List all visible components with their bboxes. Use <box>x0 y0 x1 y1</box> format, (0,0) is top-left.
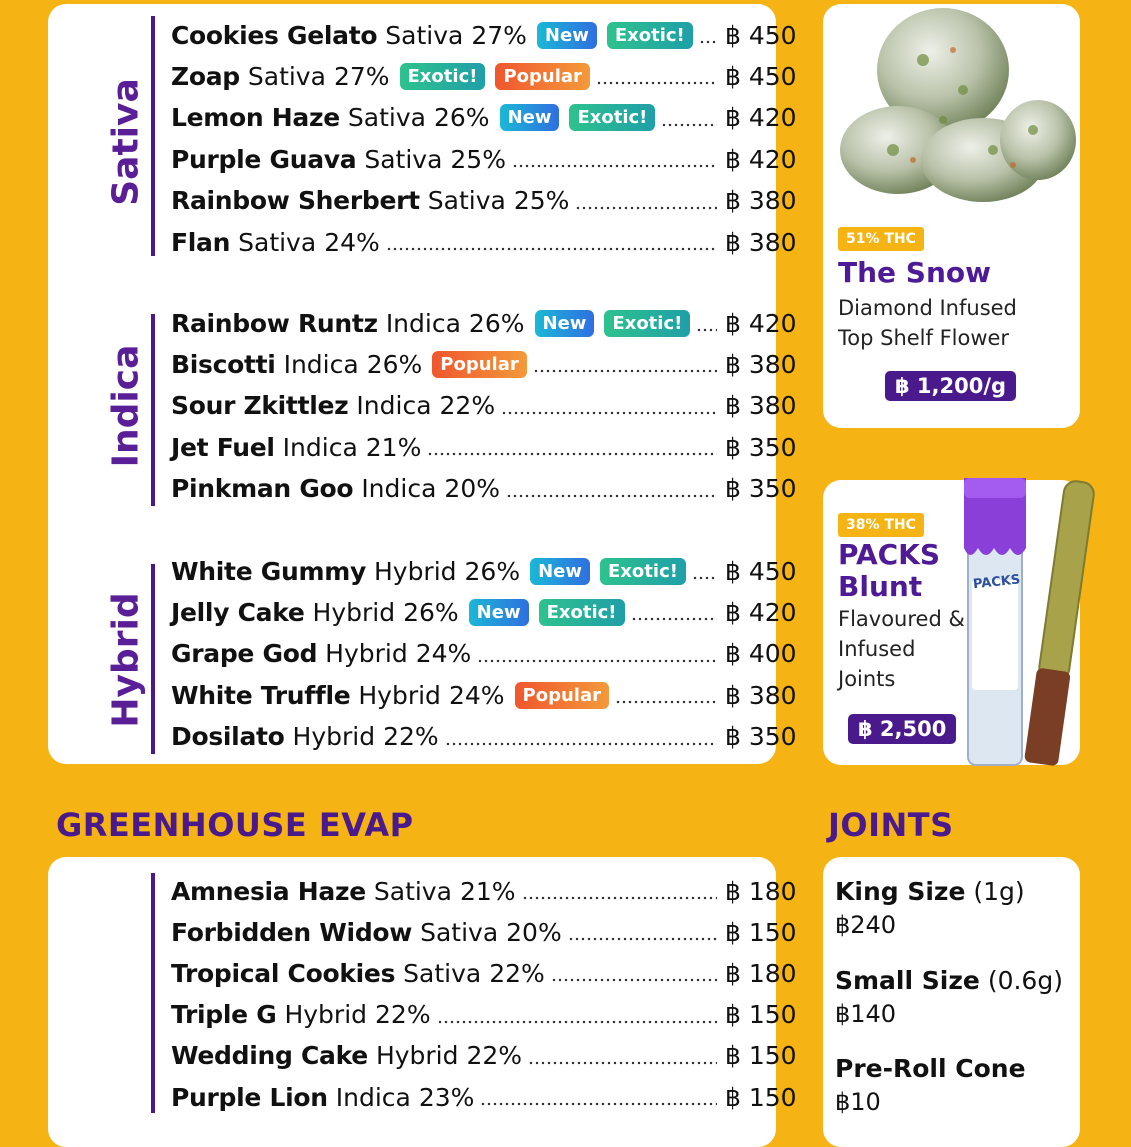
menu-item-triple-g[interactable] <box>171 999 803 1031</box>
menu-item-tropical-cookies[interactable] <box>171 957 803 989</box>
menu-item-lemon-haze[interactable] <box>171 102 803 134</box>
category-label-indica: Indica <box>105 344 147 468</box>
leader-dots <box>692 575 717 581</box>
menu-item-dosilato[interactable] <box>171 721 803 753</box>
item-type: Hybrid <box>373 556 457 586</box>
item-thc: 22% <box>439 391 496 421</box>
leader-dots <box>661 122 717 128</box>
item-price: ฿ 380 <box>725 227 797 257</box>
item-name: Sour Zkittlez <box>171 391 349 421</box>
item-name: Amnesia Haze <box>171 876 366 906</box>
item-type: Indica <box>282 432 358 462</box>
item-name: Cookies Gelato <box>171 20 378 50</box>
menu-item-white-truffle[interactable] <box>171 679 803 711</box>
item-thc: 23% <box>418 1082 475 1112</box>
thc-badge: 51% THC <box>838 227 924 251</box>
joint-name: Pre-Roll Cone <box>835 1054 1026 1083</box>
leader-dots <box>501 410 717 416</box>
item-price: ฿ 450 <box>725 20 797 50</box>
item-price: ฿ 420 <box>725 597 797 627</box>
leader-dots <box>480 1101 717 1107</box>
menu-item-rainbow-runtz[interactable] <box>171 307 803 339</box>
leader-dots <box>522 895 717 901</box>
menu-item-cookies-gelato[interactable] <box>171 19 803 51</box>
joints-menu-card <box>823 857 1080 1147</box>
item-price: ฿ 450 <box>725 556 797 586</box>
feature-desc-line1: Flavoured & <box>838 607 965 631</box>
badge-new: New <box>530 558 590 585</box>
item-name: Rainbow Sherbert <box>171 186 420 216</box>
item-price: ฿ 400 <box>725 639 797 669</box>
feature-desc-line2: Top Shelf Flower <box>838 326 1010 350</box>
leader-dots <box>551 977 717 983</box>
item-price: ฿ 420 <box>725 144 797 174</box>
feature-desc-line3: Joints <box>838 667 896 691</box>
item-price: ฿ 380 <box>725 680 797 710</box>
item-name: Zoap <box>171 61 240 91</box>
joint-name: King Size <box>835 877 966 906</box>
item-price: ฿ 380 <box>725 391 797 421</box>
item-name: Rainbow Runtz <box>171 308 378 338</box>
item-name: Purple Lion <box>171 1082 328 1112</box>
item-name: Biscotti <box>171 349 276 379</box>
item-thc: 26% <box>468 308 525 338</box>
badge-exotic: Exotic! <box>539 599 625 626</box>
item-type: Sativa <box>385 20 464 50</box>
leader-dots <box>512 163 717 169</box>
item-thc: 24% <box>415 639 472 669</box>
item-thc: 26% <box>433 103 490 133</box>
item-type: Hybrid <box>284 1000 368 1030</box>
item-type: Indica <box>385 308 461 338</box>
price-badge: ฿ 2,500 <box>848 714 956 744</box>
leader-dots <box>568 936 717 942</box>
item-type: Sativa <box>420 917 499 947</box>
leader-dots <box>445 741 717 747</box>
joint-size: (1g) <box>973 877 1025 906</box>
menu-item-grape-god[interactable] <box>171 638 803 670</box>
item-name: White Truffle <box>171 680 351 710</box>
item-price: ฿ 150 <box>725 917 797 947</box>
item-price: ฿ 350 <box>725 474 797 504</box>
item-type: Sativa <box>373 876 452 906</box>
badge-new: New <box>469 599 529 626</box>
menu-item-purple-lion[interactable] <box>171 1081 803 1113</box>
strain-menu-card <box>48 4 797 764</box>
greenhouse-menu-card <box>48 857 797 1147</box>
item-thc: 26% <box>403 597 459 627</box>
item-type: Sativa <box>238 227 317 257</box>
item-type: Sativa <box>427 186 506 216</box>
item-price: ฿ 350 <box>725 722 797 752</box>
item-name: Grape God <box>171 639 318 669</box>
item-name: Pinkman Goo <box>171 474 354 504</box>
feature-title: The Snow <box>838 256 991 289</box>
leader-dots <box>477 658 717 664</box>
item-price: ฿ 450 <box>725 61 797 91</box>
item-price: ฿ 420 <box>725 308 797 338</box>
item-price: ฿ 380 <box>725 186 797 216</box>
joint-pre-roll-cone[interactable] <box>835 1054 1026 1083</box>
menu-item-biscotti[interactable] <box>171 348 803 380</box>
joint-price: ฿10 <box>835 1088 881 1116</box>
item-price: ฿ 420 <box>725 103 797 133</box>
item-price: ฿ 150 <box>725 1000 797 1030</box>
item-type: Sativa <box>403 958 482 988</box>
leader-dots <box>437 1019 717 1025</box>
item-name: Jet Fuel <box>171 432 275 462</box>
item-type: Indica <box>335 1082 411 1112</box>
item-thc: 26% <box>464 556 521 586</box>
item-thc: 21% <box>459 876 516 906</box>
item-name: Triple G <box>171 1000 277 1030</box>
feature-title-line2: Blunt <box>838 570 923 603</box>
sativa-divider <box>151 16 155 256</box>
menu-item-amnesia-haze[interactable] <box>171 875 803 907</box>
joint-small-size[interactable] <box>835 966 1063 995</box>
item-type: Hybrid <box>292 722 376 752</box>
joint-king-size[interactable] <box>835 877 1025 906</box>
greenhouse-heading: GREENHOUSE EVAP <box>56 806 414 844</box>
badge-new: New <box>500 104 560 131</box>
item-thc: 22% <box>375 1000 431 1030</box>
menu-item-white-gummy[interactable] <box>171 555 803 587</box>
item-name: White Gummy <box>171 556 366 586</box>
item-thc: 27% <box>333 61 390 91</box>
indica-divider <box>151 314 155 506</box>
joints-heading: JOINTS <box>828 806 954 844</box>
category-label-hybrid: Hybrid <box>105 592 147 728</box>
item-name: Wedding Cake <box>171 1041 368 1071</box>
item-price: ฿ 150 <box>725 1041 797 1071</box>
item-thc: 27% <box>471 20 527 50</box>
badge-exotic: Exotic! <box>607 22 693 49</box>
menu-item-sour-zkittlez[interactable] <box>171 390 803 422</box>
badge-exotic: Exotic! <box>400 63 486 90</box>
item-name: Purple Guava <box>171 144 357 174</box>
item-type: Hybrid <box>312 597 396 627</box>
item-type: Sativa <box>247 61 326 91</box>
item-thc: 22% <box>466 1041 523 1071</box>
item-thc: 22% <box>383 722 439 752</box>
feature-card-the-snow[interactable] <box>823 4 1080 428</box>
hybrid-divider <box>151 564 155 754</box>
joint-price: ฿240 <box>835 911 897 939</box>
item-thc: 20% <box>506 917 562 947</box>
item-type: Hybrid <box>358 680 441 710</box>
item-type: Indica <box>361 474 437 504</box>
item-price: ฿ 350 <box>725 432 797 462</box>
flower-bud-image <box>823 0 1080 220</box>
badge-popular: Popular <box>495 63 589 90</box>
category-label-sativa: Sativa <box>105 78 147 206</box>
leader-dots <box>533 368 717 374</box>
leader-dots <box>427 451 717 457</box>
item-thc: 22% <box>489 958 545 988</box>
badge-exotic: Exotic! <box>569 104 655 131</box>
badge-exotic: Exotic! <box>600 558 686 585</box>
feature-desc-line2: Infused <box>838 637 916 661</box>
menu-item-zoap[interactable] <box>171 60 803 92</box>
item-price: ฿ 180 <box>725 876 797 906</box>
feature-card-packs-blunt[interactable] <box>823 480 1080 765</box>
item-price: ฿ 180 <box>725 958 797 988</box>
badge-exotic: Exotic! <box>604 310 690 337</box>
menu-item-rainbow-sherbert[interactable] <box>171 185 803 217</box>
item-thc: 21% <box>365 432 422 462</box>
item-thc: 25% <box>450 144 506 174</box>
leader-dots <box>506 493 717 499</box>
menu-item-flan[interactable] <box>171 226 803 258</box>
item-price: ฿ 380 <box>725 349 797 379</box>
item-name: Lemon Haze <box>171 103 340 133</box>
menu-item-purple-guava[interactable] <box>171 143 803 175</box>
leader-dots <box>699 39 717 45</box>
leader-dots <box>386 246 717 252</box>
item-name: Tropical Cookies <box>171 958 396 988</box>
greenhouse-divider <box>151 873 155 1113</box>
leader-dots <box>696 327 717 333</box>
item-thc: 25% <box>513 186 570 216</box>
item-thc: 20% <box>444 474 500 504</box>
item-name: Jelly Cake <box>171 597 305 627</box>
badge-popular: Popular <box>432 351 526 378</box>
item-thc: 24% <box>324 227 380 257</box>
item-name: Forbidden Widow <box>171 917 413 947</box>
joint-price: ฿140 <box>835 1000 897 1028</box>
leader-dots <box>528 1060 717 1066</box>
joint-name: Small Size <box>835 966 980 995</box>
feature-desc-line1: Diamond Infused <box>838 296 1017 320</box>
menu-item-forbidden-widow[interactable] <box>171 916 803 948</box>
feature-title-line1: PACKS <box>838 538 941 571</box>
leader-dots <box>575 205 717 211</box>
item-name: Flan <box>171 227 231 257</box>
item-type: Hybrid <box>325 639 408 669</box>
leader-dots <box>596 80 717 86</box>
menu-item-jet-fuel[interactable] <box>171 431 803 463</box>
item-type: Indica <box>283 349 359 379</box>
item-type: Hybrid <box>375 1041 459 1071</box>
item-price: ฿ 150 <box>725 1082 797 1112</box>
badge-new: New <box>535 310 595 337</box>
packs-brand-label: PACKS <box>972 572 1022 593</box>
item-type: Indica <box>356 391 432 421</box>
menu-item-wedding-cake[interactable] <box>171 1040 803 1072</box>
leader-dots <box>615 699 717 705</box>
leader-dots <box>631 616 717 622</box>
item-type: Sativa <box>364 144 443 174</box>
menu-item-jelly-cake[interactable] <box>171 596 803 628</box>
price-badge: ฿ 1,200/g <box>885 371 1016 401</box>
packs-blunt-image <box>958 470 1103 770</box>
joint-size: (0.6g) <box>987 966 1063 995</box>
item-thc: 26% <box>366 349 423 379</box>
badge-popular: Popular <box>515 682 609 709</box>
item-type: Sativa <box>347 103 426 133</box>
badge-new: New <box>537 22 597 49</box>
thc-badge: 38% THC <box>838 513 924 537</box>
item-thc: 24% <box>448 680 505 710</box>
item-name: Dosilato <box>171 722 285 752</box>
menu-item-pinkman-goo[interactable] <box>171 473 803 505</box>
